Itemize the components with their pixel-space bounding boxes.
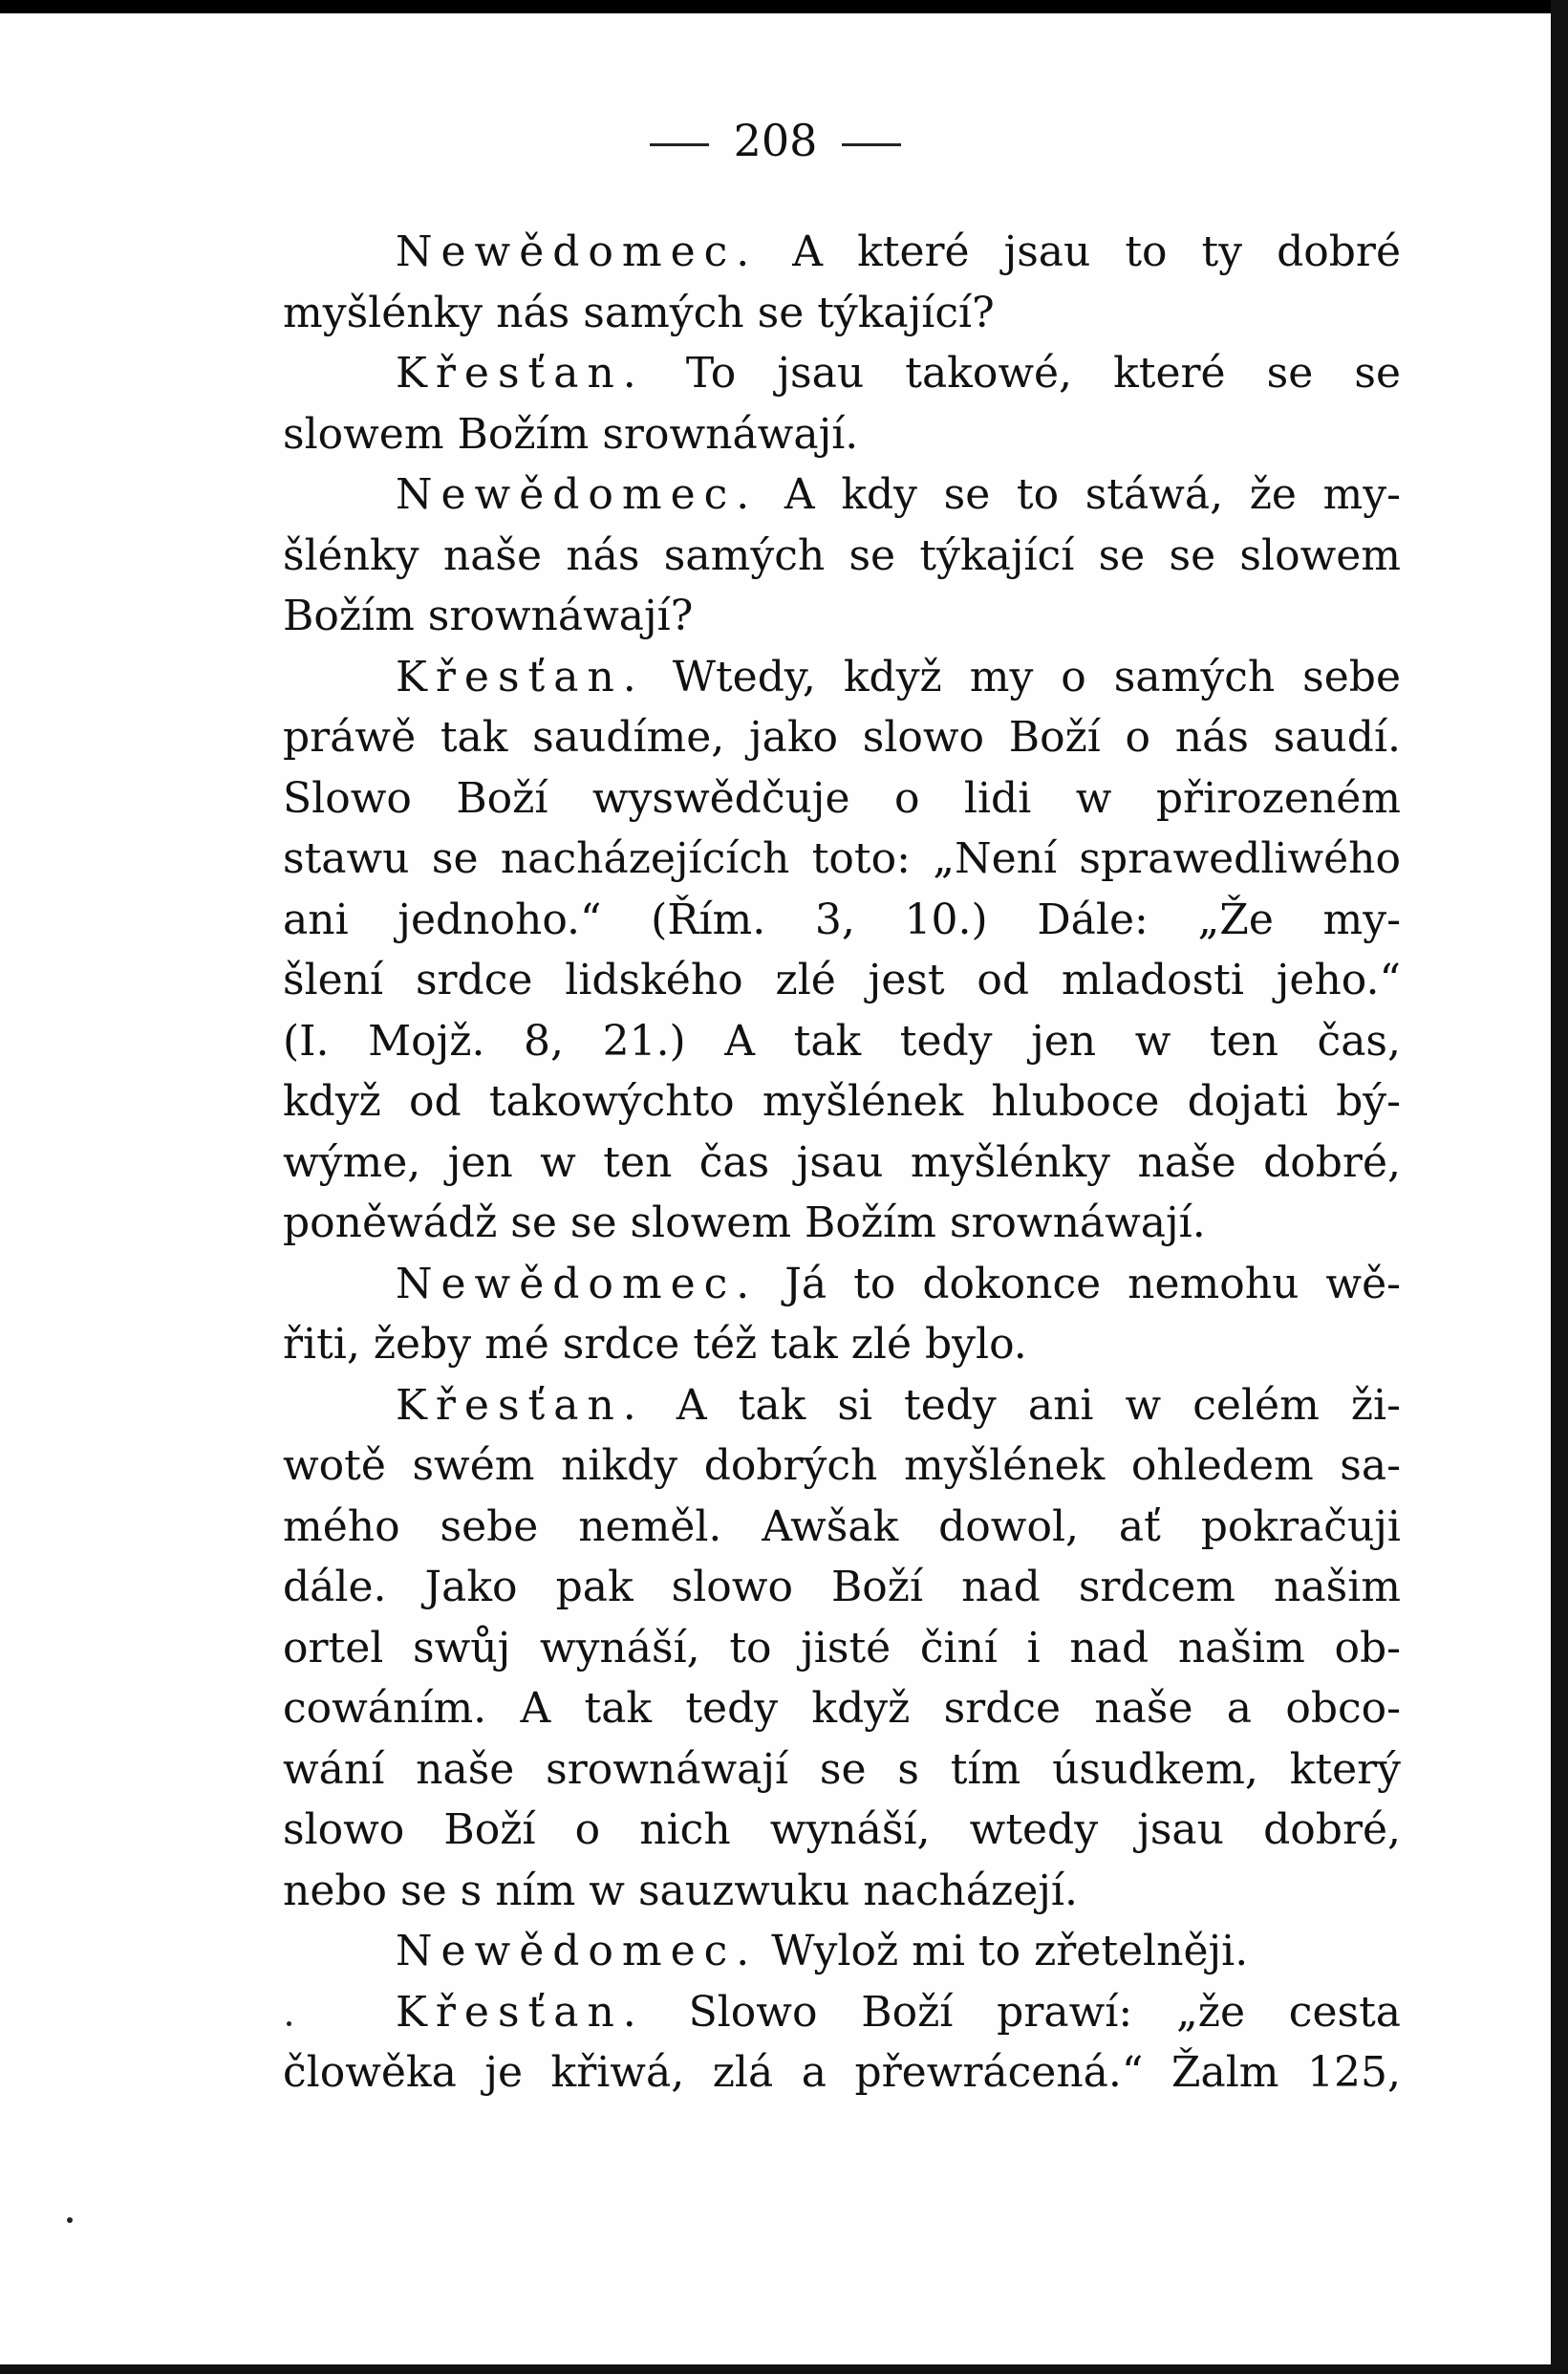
text-line xyxy=(283,1557,1401,1618)
text-line xyxy=(283,829,1401,890)
line-text: A které jsau to ty dobré xyxy=(758,227,1401,276)
line-text: Božím srownáwají? xyxy=(283,592,694,640)
header-dash-right xyxy=(842,143,901,146)
speaker-name: Newědomec. xyxy=(396,1927,759,1975)
line-text: poněwádž se se slowem Božím srownáwají. xyxy=(283,1198,1206,1247)
text-line xyxy=(283,1678,1401,1739)
text-line xyxy=(283,1254,1401,1315)
text-line xyxy=(283,1133,1401,1194)
line-text: stawu se nacházejících toto: „Není sprawedliwého xyxy=(283,834,1401,883)
text-line xyxy=(283,1800,1401,1861)
line-text: A tak si tedy ani w celém ži- xyxy=(644,1380,1401,1430)
line-text: slowem Božím srownáwají. xyxy=(283,409,859,459)
speaker-name: Křesťan. xyxy=(396,652,645,701)
line-text: Wtedy, když my o samých sebe xyxy=(644,652,1401,701)
text-line xyxy=(283,890,1401,951)
text-line xyxy=(283,1193,1401,1254)
page-number: 208 xyxy=(733,115,818,166)
text-line xyxy=(283,404,1401,465)
line-text: člowěka je křiwá, zlá a přewrácená.“ Žalm 125, xyxy=(283,2048,1401,2097)
line-text: myšlénky nás samých se týkající? xyxy=(283,288,995,337)
text-line xyxy=(283,1435,1401,1497)
text-line xyxy=(283,1071,1401,1133)
page-header xyxy=(0,115,1551,166)
speaker-name: Křesťan. xyxy=(396,1380,645,1430)
scan-border-right xyxy=(1551,0,1568,2374)
text-line xyxy=(283,1982,1401,2043)
line-text: šlení srdce lidského zlé jest od mladosti jeho.“ xyxy=(283,956,1401,1004)
speaker-name: Křesťan. xyxy=(396,349,645,398)
line-text: Já to dokonce nemohu wě- xyxy=(758,1259,1401,1308)
text-line xyxy=(283,1375,1401,1436)
text-line xyxy=(283,647,1401,708)
speaker-name: Newědomec. xyxy=(396,227,759,276)
header-dash-left xyxy=(650,143,709,146)
line-text: nebo se s ním w sauzwuku nacházejí. xyxy=(283,1866,1078,1915)
text-line xyxy=(283,2042,1401,2104)
line-text: slowo Boží o nich wynáší, wtedy jsau dobré, xyxy=(283,1805,1401,1854)
text-line xyxy=(283,950,1401,1011)
text-line xyxy=(283,707,1401,768)
line-text: wání naše srownáwají se s tím úsudkem, který xyxy=(283,1744,1401,1794)
line-text: Slowo Boží wyswědčuje o lidi w přirozeném xyxy=(283,773,1401,823)
text-line xyxy=(283,1011,1401,1072)
line-text: práwě tak saudíme, jako slowo Boží o nás saudí. xyxy=(283,713,1401,762)
line-text: šlénky naše nás samých se týkající se se slowem xyxy=(283,530,1401,580)
line-text: A kdy se to stáwá, že my- xyxy=(758,470,1401,519)
line-text: To jsau takowé, které se se xyxy=(644,349,1401,398)
scan-speck xyxy=(67,2217,73,2223)
text-line xyxy=(283,526,1401,587)
line-text: když od takowýchto myšlének hluboce dojati bý- xyxy=(283,1077,1401,1126)
text-line xyxy=(283,283,1401,344)
text-line xyxy=(283,343,1401,404)
page-body-text xyxy=(283,222,1401,2104)
line-text: ani jednoho.“ (Řím. 3, 10.) Dále: „Že my- xyxy=(283,895,1401,944)
text-line xyxy=(283,586,1401,647)
line-text: cowáním. A tak tedy když srdce naše a obco- xyxy=(283,1684,1401,1733)
text-line xyxy=(283,768,1401,830)
text-line xyxy=(283,1861,1401,1922)
text-line xyxy=(283,464,1401,526)
text-line xyxy=(283,1618,1401,1679)
text-line xyxy=(283,1739,1401,1801)
speaker-name: Newědomec. xyxy=(396,470,759,519)
speaker-name: Křesťan. xyxy=(396,1987,645,2037)
scan-border-top xyxy=(0,0,1568,13)
line-text: mého sebe neměl. Awšak dowol, ať pokračuji xyxy=(283,1501,1401,1551)
line-text: wýme, jen w ten čas jsau myšlénky naše dobré, xyxy=(283,1137,1401,1187)
text-line xyxy=(283,1314,1401,1375)
line-text: Wylož mi to zřetelněji. xyxy=(758,1927,1249,1975)
scan-speck xyxy=(287,2021,291,2026)
line-text: (I. Mojž. 8, 21.) A tak tedy jen w ten čas, xyxy=(283,1016,1401,1066)
text-line xyxy=(283,222,1401,283)
line-text: ortel swůj wynáší, to jisté činí i nad našim ob- xyxy=(283,1623,1401,1673)
text-line xyxy=(283,1921,1401,1982)
text-line xyxy=(283,1497,1401,1558)
scan-border-bottom xyxy=(0,2364,1568,2374)
line-text: dále. Jako pak slowo Boží nad srdcem našim xyxy=(283,1563,1401,1611)
line-text: řiti, žeby mé srdce též tak zlé bylo. xyxy=(283,1320,1027,1369)
line-text: wotě swém nikdy dobrých myšlének ohledem sa- xyxy=(283,1441,1401,1490)
line-text: Slowo Boží prawí: „že cesta xyxy=(644,1987,1401,2037)
speaker-name: Newědomec. xyxy=(396,1259,759,1308)
